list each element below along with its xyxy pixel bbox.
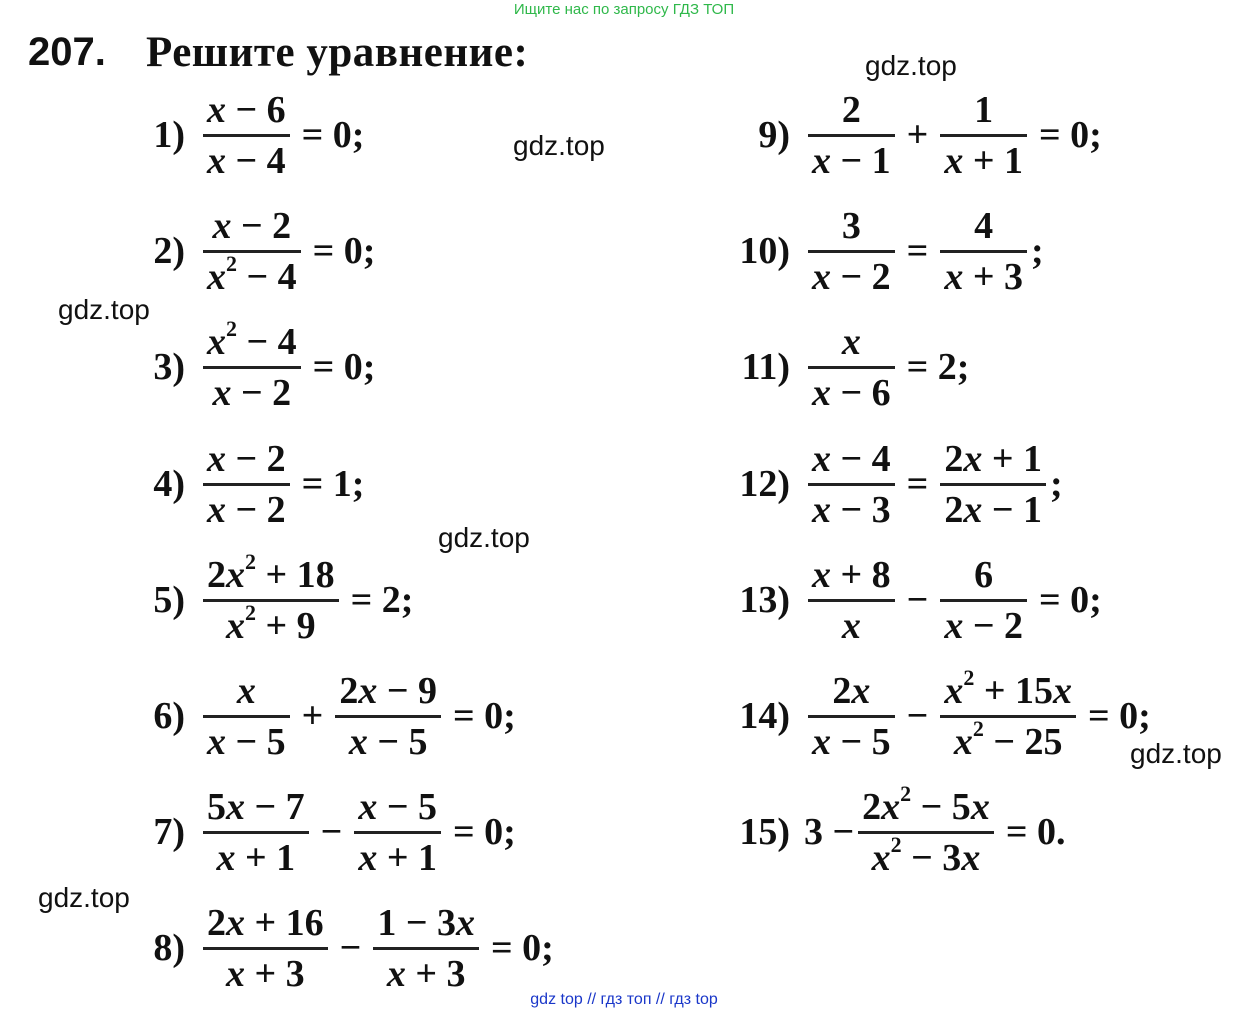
equation-11: 11) $\frac{x}{x - 6}$ = 2;	[728, 307, 977, 427]
equation-8: 8) $\frac{2x + 16}{x + 3}$ − $\frac{1 - 3x}{x + 3}$ = 0;	[145, 888, 562, 1008]
equation-label: 9)	[758, 114, 790, 156]
equation-label: 10)	[739, 230, 790, 272]
equation-6: 6) $\frac{x}{x - 5}$ + $\frac{2x - 9}{x - 5}$ = 0;	[145, 656, 524, 776]
equation-label: 8)	[153, 927, 185, 969]
equation-4: 4) $\frac{x - 2}{x - 2}$ = 1;	[145, 424, 372, 544]
problem-number: 207.	[28, 30, 106, 74]
equation-9: 9) $\frac{2}{x - 1}$ + $\frac{1}{x + 1}$ = 0;	[728, 75, 1110, 195]
watermark: gdz.top	[38, 882, 130, 913]
equation-label: 5)	[153, 579, 185, 621]
equation-label: 4)	[153, 463, 185, 505]
equation-15: 15) 3 − $\frac{2x^2 - 5x}{x^2 - 3x}$ = 0.	[728, 772, 1073, 892]
equation-12: 12) $\frac{x - 4}{x - 3}$ = $\frac{2x + 1}{2x - 1}$ ;	[728, 424, 1063, 544]
equation-2: 2) $\frac{x - 2}{x^2 - 4}$ = 0;	[145, 191, 383, 311]
problem-title: Решите уравнение:	[146, 29, 529, 76]
equation-5: 5) $\frac{2x^2 + 18}{x^2 + 9}$ = 2;	[145, 540, 421, 660]
equation-label: 11)	[741, 346, 790, 388]
watermark: gdz.top	[58, 294, 150, 325]
equation-label: 2)	[153, 230, 185, 272]
equation-label: 1)	[153, 114, 185, 156]
equation-13: 13) $\frac{x + 8}{x}$ − $\frac{6}{x - 2}$ = 0;	[728, 540, 1110, 660]
equation-label: 12)	[739, 463, 790, 505]
equation-3: 3) $\frac{x^2 - 4}{x - 2}$ = 0;	[145, 307, 383, 427]
equation-label: 7)	[153, 811, 185, 853]
equation-7: 7) $\frac{5x - 7}{x + 1}$ − $\frac{x - 5}{x + 1}$ = 0;	[145, 772, 524, 892]
equation-label: 13)	[739, 579, 790, 621]
equation-1: 1) $\frac{x - 6}{x - 4}$ = 0;	[145, 75, 372, 195]
equation-label: 15)	[739, 811, 790, 853]
equation-10: 10) $\frac{3}{x - 2}$ = $\frac{4}{x + 3}$ ;	[728, 191, 1044, 311]
equation-label: 3)	[153, 346, 185, 388]
watermark: gdz.top	[865, 50, 957, 81]
watermark: gdz.top	[1130, 738, 1222, 769]
equation-14: 14) $\frac{2x}{x - 5}$ − $\frac{x^2 + 15x}{x^2 - 25}$ = 0;	[728, 656, 1159, 776]
footer-links: gdz top // гдз топ // гдз top	[530, 991, 718, 1008]
equation-label: 6)	[153, 695, 185, 737]
watermark: gdz.top	[513, 130, 605, 161]
watermark: gdz.top	[438, 522, 530, 553]
top-banner: Ищите нас по запросу ГДЗ ТОП	[513, 1, 735, 18]
equation-label: 14)	[739, 695, 790, 737]
